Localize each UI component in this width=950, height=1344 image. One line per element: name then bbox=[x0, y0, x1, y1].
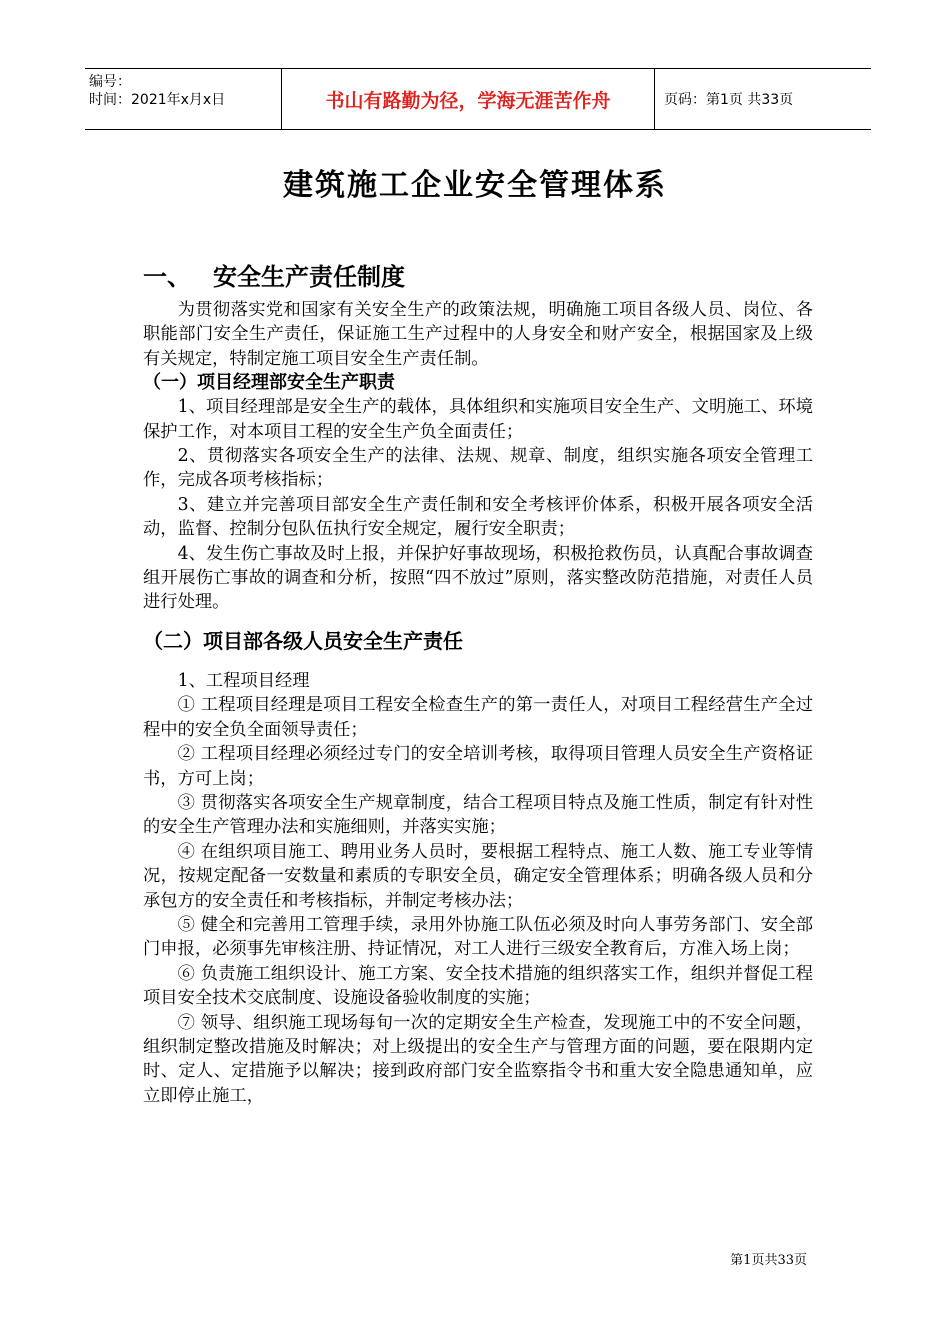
responsibility-item: ③ 贯彻落实各项安全生产规章制度，结合工程项目特点及施工性质，制定有针对性的安全生产管理办法和实施细则，并落实实施； bbox=[143, 792, 813, 838]
page-header bbox=[85, 68, 871, 130]
section-number: 一、 bbox=[143, 263, 191, 291]
subsection-heading-2: （二）项目部各级人员安全生产责任 bbox=[143, 628, 463, 653]
responsibility-item: ④ 在组织项目施工、聘用业务人员时，要根据工程特点、施工人数、施工专业等情况，按规定配备一安数量和素质的专职安全员，确定安全管理体系；明确各级人员和分承包方的安全责任和考核指标，并制定考核办法； bbox=[143, 841, 813, 911]
duty-item: 1、项目经理部是安全生产的载体，具体组织和实施项目安全生产、文明施工、环境保护工作，对本项目工程的安全生产负全面责任； bbox=[143, 397, 813, 442]
number-label: 编号： bbox=[89, 74, 131, 90]
subsection-heading-1: （一）项目经理部安全生产职责 bbox=[143, 372, 395, 394]
header-page-info: 页码：第1页 共33页 bbox=[664, 92, 794, 108]
responsibility-item: ⑥ 负责施工组织设计、施工方案、安全技术措施的组织落实工作，组织并督促工程项目安全技术交底制度、设施设备验收制度的实施； bbox=[143, 963, 813, 1009]
header-motto: 书山有路勤为径，学海无涯苦作舟 bbox=[325, 89, 611, 112]
section-title: 安全生产责任制度 bbox=[213, 263, 405, 291]
responsibility-item: ① 工程项目经理是项目工程安全检查生产的第一责任人，对项目工程经营生产全过程中的安全负全面领导责任； bbox=[143, 695, 813, 740]
header-page-cell bbox=[654, 69, 871, 129]
responsibility-item: ⑤ 健全和完善用工管理手续，录用外协施工队伍必须及时向人事劳务部门、安全部门申报，必须事先审核注册、持证情况，对工人进行三级安全教育后，方准入场上岗； bbox=[143, 914, 813, 960]
page-footer: 第1页共33页 bbox=[730, 1253, 807, 1268]
document-title: 建筑施工企业安全管理体系 bbox=[283, 168, 667, 203]
header-meta bbox=[85, 69, 281, 129]
duty-item: 2、贯彻落实各项安全生产的法律、法规、规章、制度，组织实施各项安全管理工作，完成各项考核指标； bbox=[143, 446, 813, 491]
responsibility-item: ⑦ 领导、组织施工现场每旬一次的定期安全生产检查，发现施工中的不安全问题，组织制定整改措施及时解决；对上级提出的安全生产与管理方面的问题，要在限期内定时、定人、定措施予以解决；接到政府部门安全监察指令书和重大安全隐患通知单，应立即停止施工， bbox=[143, 1012, 813, 1106]
duty-item: 3、建立并完善项目部安全生产责任制和安全考核评价体系，积极开展各项安全活动，监督、控制分包队伍执行安全规定，履行安全职责； bbox=[143, 494, 813, 540]
responsibility-item: ② 工程项目经理必须经过专门的安全培训考核，取得项目管理人员安全生产资格证书，方可上岗； bbox=[143, 744, 813, 789]
header-motto-cell bbox=[281, 69, 655, 129]
role-heading: 1、工程项目经理 bbox=[177, 670, 310, 691]
duty-item: 4、发生伤亡事故及时上报，并保护好事故现场，积极抢救伤员，认真配合事故调查组开展伤亡事故的调查和分析，按照“四不放过”原则，落实整改防范措施，对责任人员进行处理。 bbox=[143, 543, 813, 613]
document-body bbox=[143, 262, 813, 1108]
section-heading bbox=[143, 262, 813, 292]
section-intro: 为贯彻落实党和国家有关安全生产的政策法规，明确施工项目各级人员、岗位、各职能部门安全生产责任，保证施工生产过程中的人身安全和财产安全，根据国家及上级有关规定，特制定施工项目安全生产责任制。 bbox=[143, 300, 813, 369]
time-label: 时间：2021年x月x日 bbox=[89, 92, 226, 108]
